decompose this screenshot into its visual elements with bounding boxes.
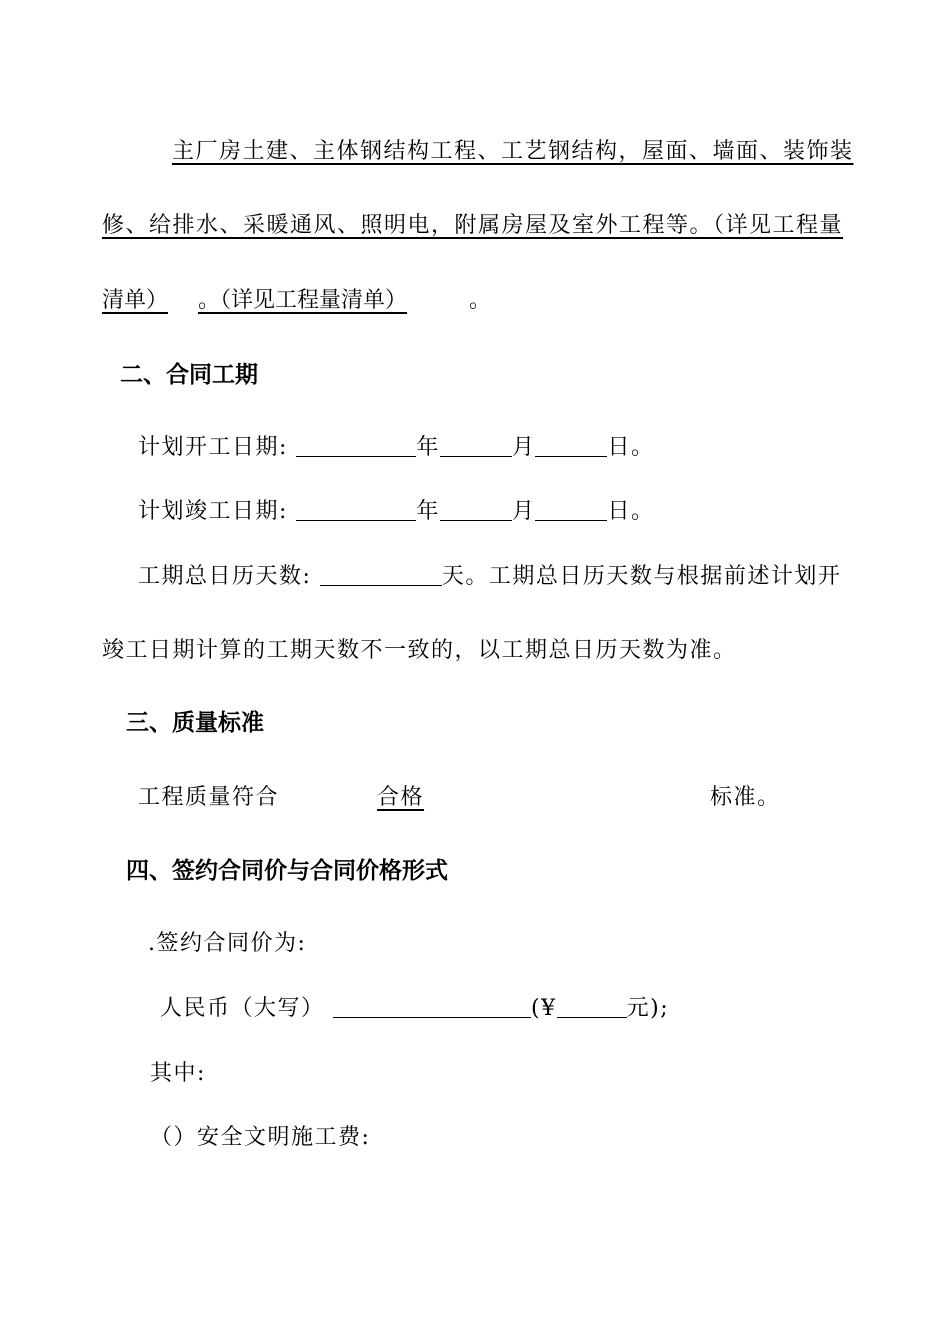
quality-suffix: 标准。 [710,785,781,810]
start-month-blank[interactable] [440,434,512,457]
scope-line-3-b: 。（详见工程量清单） [198,288,408,313]
start-date-label: 计划开工日期: [138,435,288,460]
scope-line-3-underlined [102,288,469,313]
total-days-text-2: 竣工日期计算的工期天数不一致的，以工期总日历天数为准。 [102,638,737,663]
start-day-blank[interactable] [535,434,607,457]
section-3-heading: 三、质量标准 [126,710,264,736]
start-month-label: 月 [511,435,536,460]
among-label: 其中: [150,1061,206,1086]
yen-open: (¥ [531,996,557,1021]
total-days-label: 工期总日历天数: [138,564,312,589]
scope-line-2-text: 修、给排水、采暖通风、照明电，附属房屋及室外工程等。（详见工程量 [102,213,844,238]
rmb-amount-blank[interactable] [333,995,531,1018]
quality-label: 工程质量符合 [138,785,280,810]
safety-fee-label: （）安全文明施工费: [150,1125,371,1150]
finish-date-row [138,497,654,527]
finish-day-label: 日。 [607,499,655,524]
contract-price-label-row [148,929,306,959]
section-2-heading: 二、合同工期 [120,362,258,388]
yen-amount-blank[interactable] [557,995,627,1018]
scope-line-1-text: 主厂房土建、主体钢结构工程、工艺钢结构，屋面、墙面、装饰装 [172,139,854,164]
scope-line-3 [102,286,491,316]
finish-year-blank[interactable] [296,498,416,521]
among-row [150,1059,206,1089]
finish-month-label: 月 [511,499,536,524]
scope-line-3-end: 。 [469,288,492,313]
yuan-close: 元); [626,996,670,1021]
quality-value: 合格 [377,785,425,810]
start-day-label: 日。 [607,435,655,460]
rmb-label: 人民币（大写） [160,996,325,1021]
section-4-heading: 四、签约合同价与合同价格形式 [126,858,448,884]
total-days-text: 天。工期总日历天数与根据前述计划开 [441,564,842,589]
safety-fee-row [150,1123,370,1153]
finish-day-blank[interactable] [535,498,607,521]
start-year-label: 年 [416,435,440,460]
total-days-row-2 [102,636,737,666]
total-days-row [138,562,841,592]
scope-line-1 [102,137,874,167]
start-date-row [138,433,654,463]
total-days-blank[interactable] [320,563,442,586]
quality-value-field[interactable] [279,785,710,810]
finish-date-label: 计划竣工日期: [138,499,288,524]
scope-line-3-a: 清单） [102,288,169,313]
finish-year-label: 年 [416,499,440,524]
start-year-blank[interactable] [296,434,416,457]
scope-line-2 [102,211,843,241]
finish-month-blank[interactable] [440,498,512,521]
contract-price-label: .签约合同价为: [148,931,307,956]
quality-row [138,783,781,813]
rmb-row [160,994,669,1024]
